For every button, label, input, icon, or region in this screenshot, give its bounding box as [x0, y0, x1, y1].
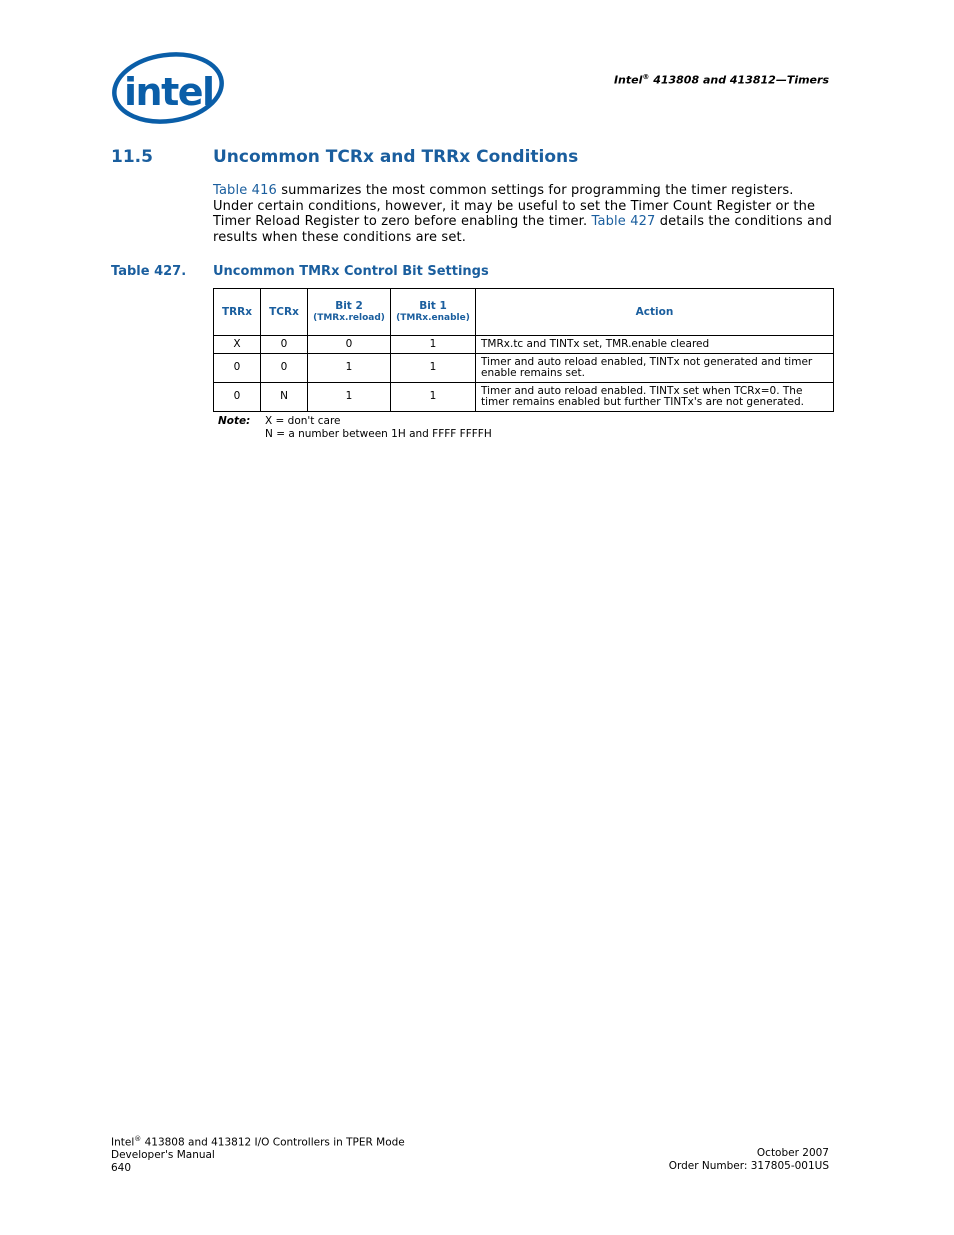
intel-logo-text: intel [124, 70, 214, 114]
cell-tcrx: 0 [261, 354, 308, 383]
section-title: Uncommon TCRx and TRRx Conditions [213, 147, 579, 167]
cell-bit1: 1 [391, 354, 476, 383]
table-row [214, 354, 834, 383]
table-row [214, 336, 834, 354]
cell-trrx: 0 [214, 354, 261, 383]
cell-action: Timer and auto reload enabled, TINTx not generated and timer enable remains set. [476, 354, 834, 383]
footer-date: October 2007 [756, 1147, 829, 1159]
footer-left [111, 1133, 405, 1174]
cell-bit2: 1 [308, 354, 391, 383]
table-header-row [214, 289, 834, 336]
table-caption [111, 264, 489, 279]
section-number: 11.5 [111, 147, 153, 167]
footer-title-rest: 413808 and 413812 I/O Controllers in TPER Mode [141, 1136, 405, 1149]
header-action: Action [476, 289, 834, 336]
footer-doc-title [111, 1133, 405, 1149]
note-lines [265, 415, 492, 441]
header-bit1-sub: (TMRx.enable) [396, 313, 470, 323]
intro-text-1: summarizes the most common settings for programming the timer registers. Under certain conditions, however, it may be useful to set the Timer Count Register or the Timer Reload Register to zero before enabling the timer. [213, 183, 816, 229]
header-trrx: TRRx [214, 289, 261, 336]
cell-action: Timer and auto reload enabled. TINTx set when TCRx=0. The timer remains enabled but further TINTx's are not generated. [476, 383, 834, 412]
cell-bit2: 1 [308, 383, 391, 412]
header-brand: Intel [613, 73, 643, 87]
header-bit2-label: Bit 2 [335, 300, 363, 312]
cell-tcrx: 0 [261, 336, 308, 354]
intel-logo [110, 48, 228, 128]
cell-trrx: 0 [214, 383, 261, 412]
intro-paragraph [213, 183, 833, 245]
cell-tcrx: N [261, 383, 308, 412]
note-label: Note: [218, 415, 251, 427]
footer-manual: Developer's Manual [111, 1149, 215, 1161]
cell-action: TMRx.tc and TINTx set, TMR.enable cleared [476, 336, 834, 354]
header-tcrx: TCRx [261, 289, 308, 336]
footer-right [669, 1147, 829, 1172]
cell-bit1: 1 [391, 336, 476, 354]
table-427-link[interactable]: Table 427 [591, 214, 656, 229]
table-416-link[interactable]: Table 416 [213, 183, 277, 198]
cell-bit2: 0 [308, 336, 391, 354]
footer-reg-mark: ® [134, 1135, 142, 1143]
header-title: 413808 and 413812—Timers [649, 73, 829, 87]
control-bit-table [213, 288, 834, 412]
table-caption-title: Uncommon TMRx Control Bit Settings [213, 264, 489, 279]
running-header [614, 73, 829, 87]
cell-bit1: 1 [391, 383, 476, 412]
intel-logo-mark [110, 48, 228, 128]
page-number: 640 [111, 1161, 132, 1174]
header-bit2-sub: (TMRx.reload) [313, 313, 385, 323]
intro-text-2: details the conditions and results when these conditions are set. [213, 214, 833, 245]
cell-trrx: X [214, 336, 261, 354]
header-bit1-label: Bit 1 [419, 300, 447, 312]
header-bit1 [391, 289, 476, 336]
header-reg-mark: ® [642, 73, 650, 81]
note-line: X = don't care [265, 415, 341, 427]
header-bit2 [308, 289, 391, 336]
note-line: N = a number between 1H and FFFF FFFFH [265, 428, 492, 440]
footer-brand: Intel [111, 1136, 135, 1149]
section-heading [111, 147, 578, 167]
table-row [214, 383, 834, 412]
table-caption-label: Table 427. [111, 264, 187, 279]
footer-order-number: Order Number: 317805-001US [668, 1159, 829, 1172]
